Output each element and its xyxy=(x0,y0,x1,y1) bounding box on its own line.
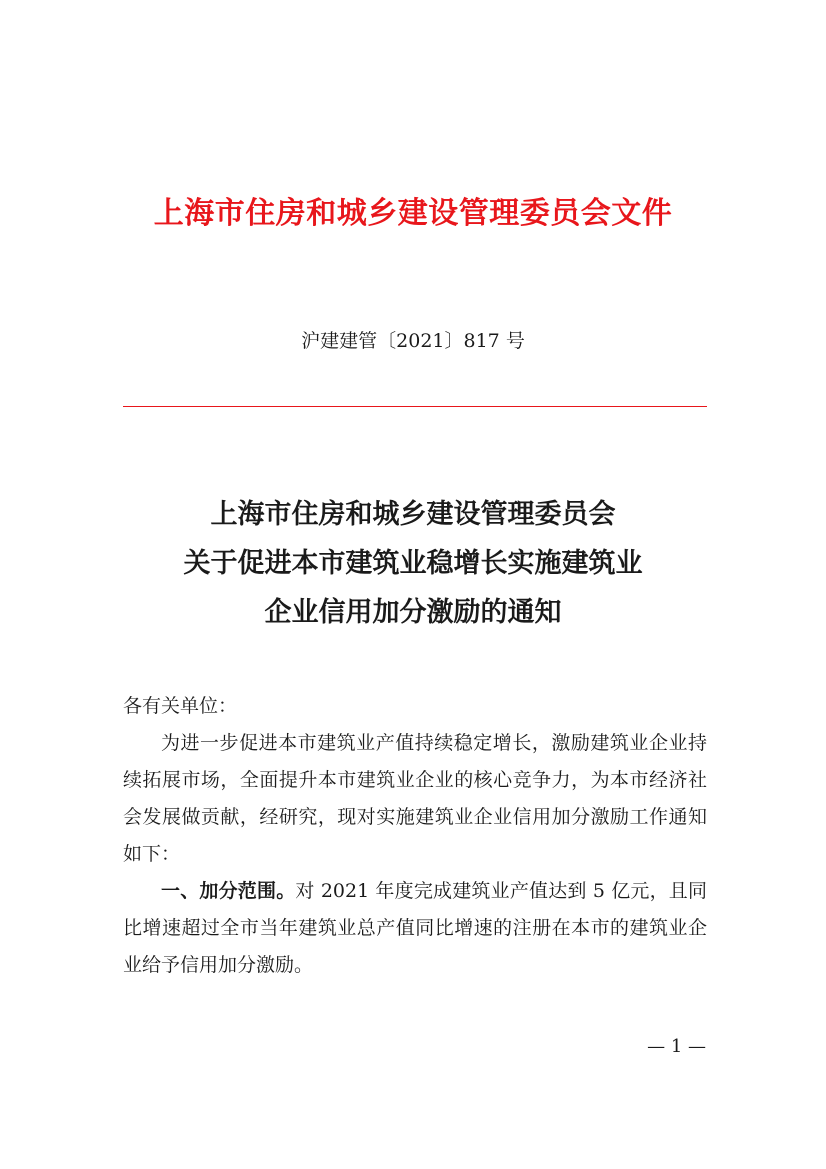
section-1-paragraph xyxy=(123,873,707,984)
document-number: 沪建建管〔2021〕817 号 xyxy=(301,330,525,352)
intro-paragraph: 为进一步促进本市建筑业产值持续稳定增长，激励建筑业企业持续拓展市场，全面提升本市建筑业企业的核心竞争力，为本市经济社会发展做贡献，经研究，现对实施建筑业企业信用加分激励工作通知如下： xyxy=(123,732,707,865)
issuer-header-title: 上海市住房和城乡建设管理委员会文件 xyxy=(153,196,673,231)
section-1-text: 对 2021 年度完成建筑业产值达到 5 亿元，且同比增速超过全市当年建筑业总产值同比增速的注册在本市的建筑业企业给予信用加分激励。 xyxy=(123,880,707,976)
notice-title xyxy=(0,490,826,637)
notice-title-line-3: 企业信用加分激励的通知 xyxy=(264,597,562,628)
notice-title-line-1: 上海市住房和城乡建设管理委员会 xyxy=(210,499,616,530)
notice-title-line-2: 关于促进本市建筑业稳增长实施建筑业 xyxy=(183,548,643,579)
red-separator-line xyxy=(123,406,707,407)
notice-body xyxy=(123,688,707,984)
section-1-heading: 一、加分范围。 xyxy=(161,880,296,902)
salutation: 各有关单位： xyxy=(123,695,238,717)
page-number: — 1 — xyxy=(647,1036,706,1057)
